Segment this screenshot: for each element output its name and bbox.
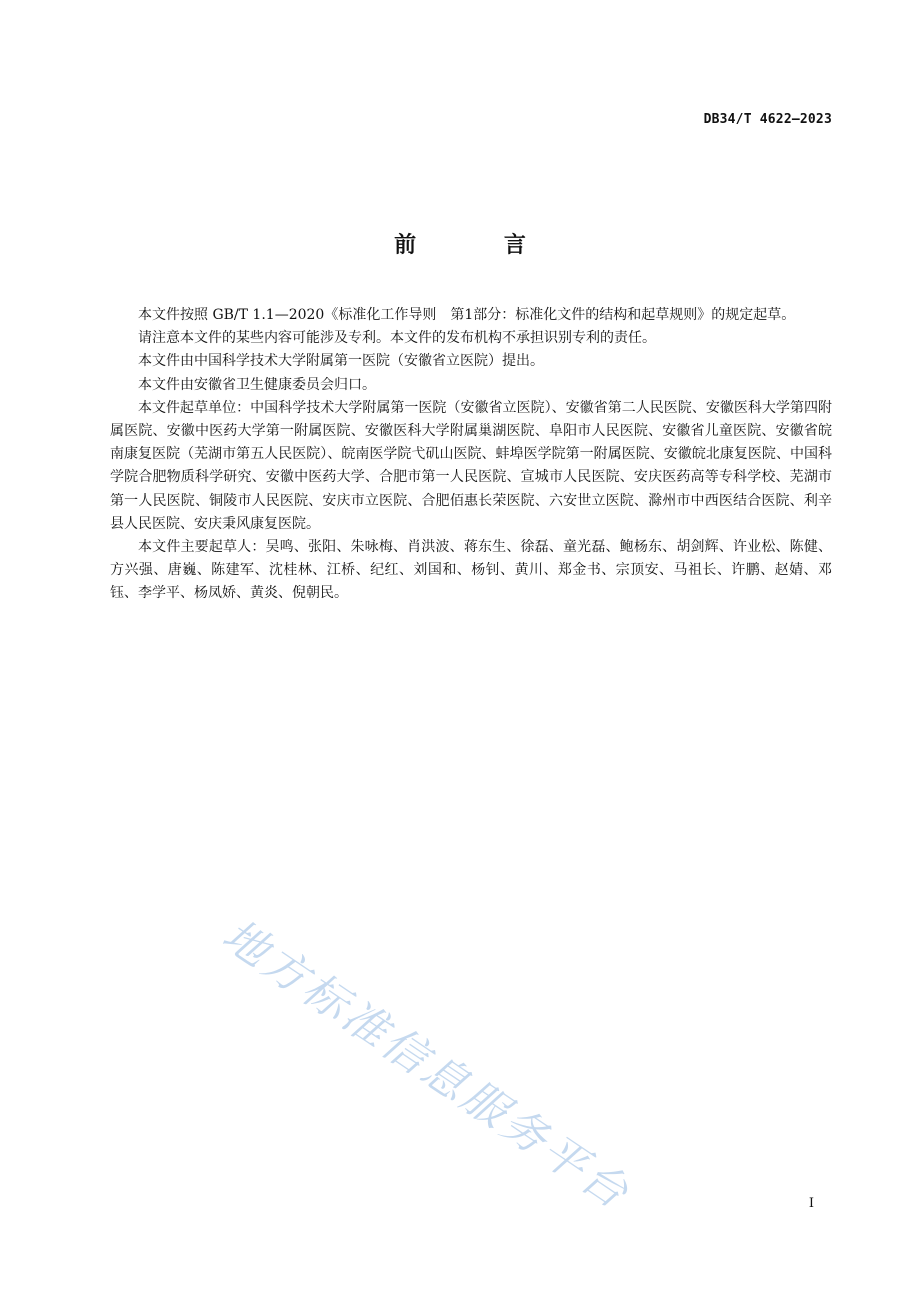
page-title: 前 言 <box>394 233 566 258</box>
paragraph-patent-notice: 请注意本文件的某些内容可能涉及专利。本文件的发布机构不承担识别专利的责任。 <box>138 330 656 347</box>
document-code: DB34/T 4622—2023 <box>703 112 832 127</box>
paragraph-administrator: 本文件由安徽省卫生健康委员会归口。 <box>138 376 376 393</box>
paragraph-proposer: 本文件由中国科学技术大学附属第一医院（安徽省立医院）提出。 <box>138 353 544 370</box>
page-number: I <box>808 1196 814 1211</box>
document-body <box>110 304 832 606</box>
paragraph-drafting-rules: 本文件按照 GB/T 1.1—2020《标准化工作导则 第1部分：标准化文件的结构和起草规则》的规定起草。 <box>138 307 796 323</box>
watermark: 地方标准信息服务平台 <box>213 909 640 1221</box>
paragraph-drafters: 本文件主要起草人：吴鸣、张阳、朱咏梅、肖洪波、蒋东生、徐磊、童光磊、鲍杨东、胡剑辉、许业松、陈健、方兴强、唐巍、陈建军、沈桂林、江桥、纪红、刘国和、杨钊、黄川、郑金书、宗顶安、马祖长、许鹏、赵婧、邓钰、李学平、杨凤娇、黄炎、倪朝民。 <box>110 539 832 602</box>
paragraph-drafting-units: 本文件起草单位：中国科学技术大学附属第一医院（安徽省立医院）、安徽省第二人民医院、安徽医科大学第四附属医院、安徽中医药大学第一附属医院、安徽医科大学附属巢湖医院、阜阳市人民医院、安徽省儿童医院、安徽省皖南康复医院（芜湖市第五人民医院）、皖南医学院弋矶山医院、蚌埠医学院第一附属医院、安徽皖北康复医院、中国科学院合肥物质科学研究、安徽中医药大学、合肥市第一人民医院、宣城市人民医院、安庆医药高等专科学校、芜湖市第一人民医院、铜陵市人民医院、安庆市立医院、合肥佰惠长荣医院、六安世立医院、滁州市中西医结合医院、利辛县人民医院、安庆秉风康复医院。 <box>110 399 832 532</box>
